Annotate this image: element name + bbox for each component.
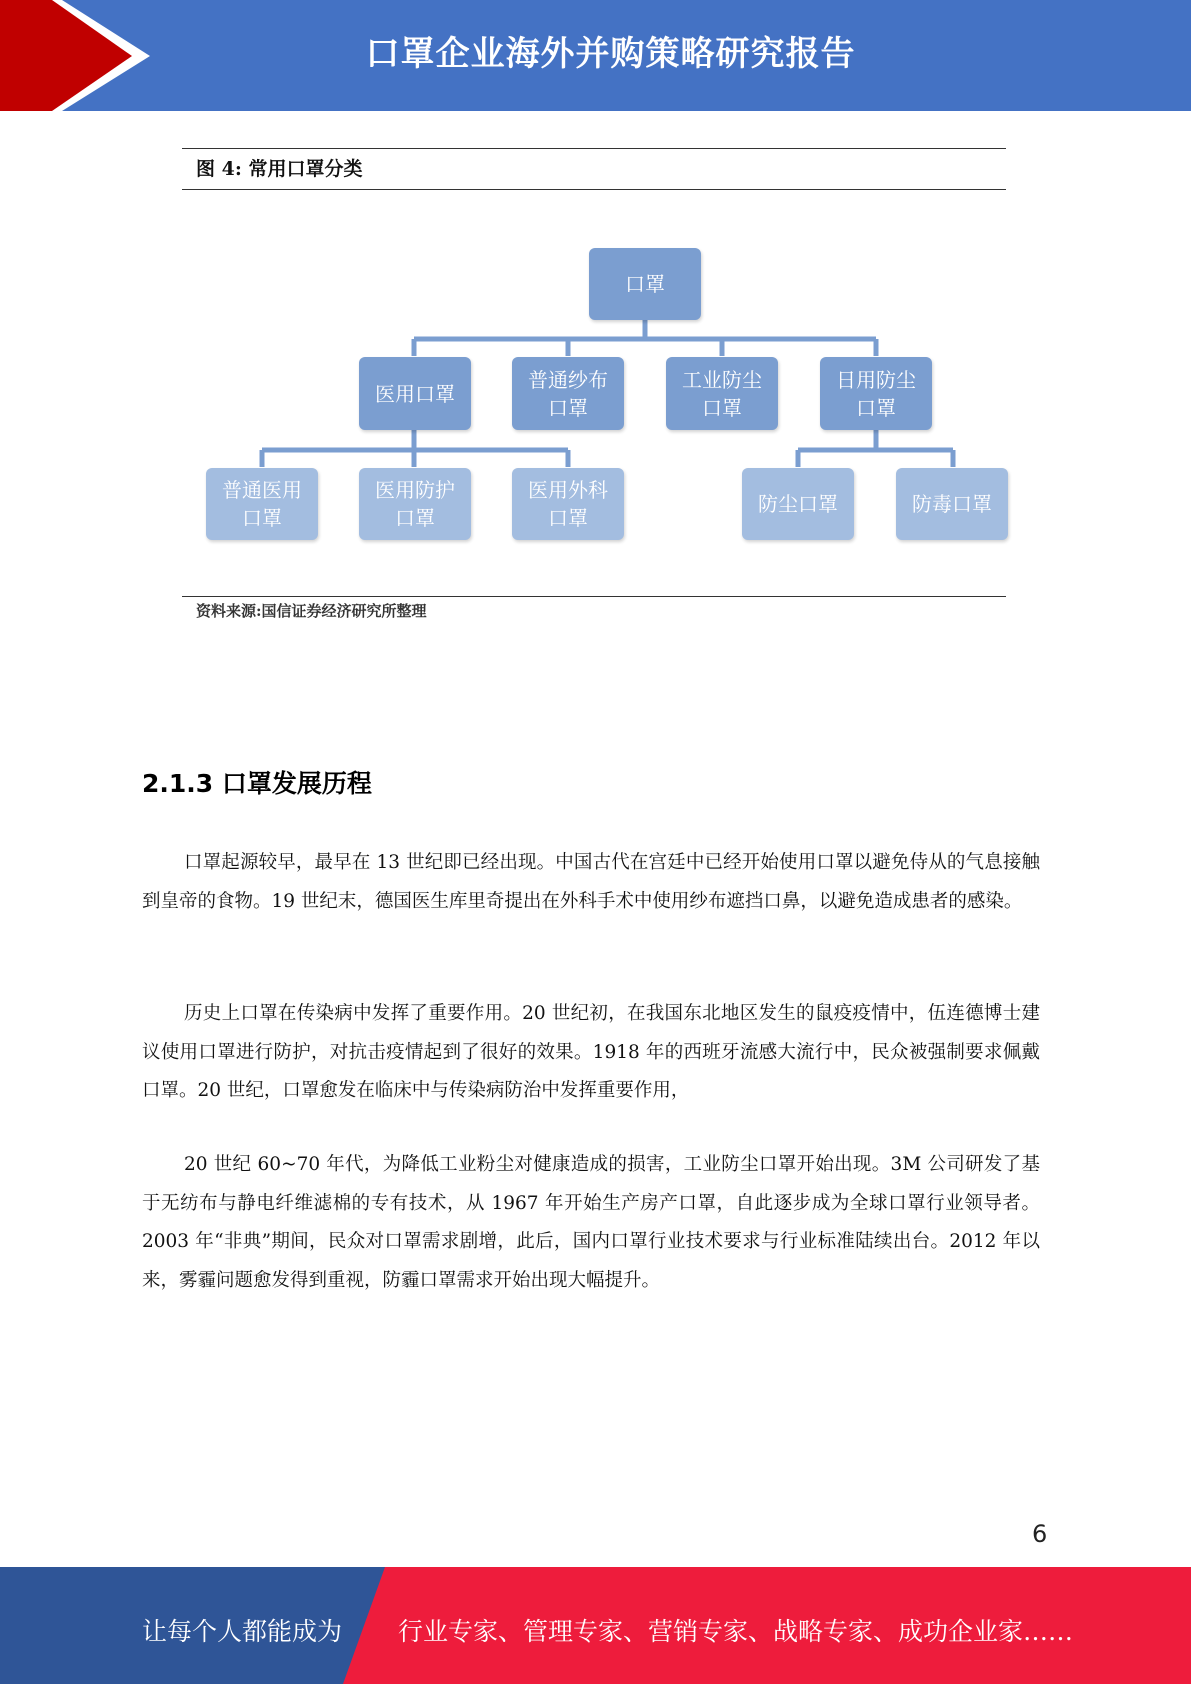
tree-node-medical-protective: 医用防护 口罩 [359,468,471,540]
figure-title: 图 4: 常用口罩分类 [196,158,363,180]
footer-slogan-right: 行业专家、管理专家、营销专家、战略专家、成功企业家…… [398,1617,1074,1646]
figure-source: 资料来源:国信证券经济研究所整理 [196,602,427,620]
tree-node-gauze-mask: 普通纱布 口罩 [512,357,624,430]
section-heading: 2.1.3 口罩发展历程 [142,769,372,798]
tree-node-root: 口罩 [589,248,701,320]
document-title: 口罩企业海外并购策略研究报告 [365,34,856,74]
paragraph-2: 历史上口罩在传染病中发挥了重要作用。20 世纪初，在我国东北地区发生的鼠疫疫情中，伍连德博士建议使用口罩进行防护，对抗击疫情起到了很好的效果。1918 年的西班牙流感大流行中，民众被强制要求佩戴口罩。20 世纪，口罩愈发在临床中与传染病防治中发挥重要作用， [142,1003,1040,1101]
paragraph-3: 20 世纪 60~70 年代，为降低工业粉尘对健康造成的损害，工业防尘口罩开始出现。3M 公司研发了基于无纺布与静电纤维滤棉的专有技术，从 1967 年开始生产房产口罩，自此逐步成为全球口罩行业领导者。2003 年“非典”期间，民众对口罩需求剧增，此后，国内口罩行业技术要求与行业标准陆续出台。2012 年以来，雾霾问题愈发得到重视，防霾口罩需求开始出现大幅提升。 [142,1154,1040,1291]
paragraph-1: 口罩起源较早，最早在 13 世纪即已经出现。中国古代在宫廷中已经开始使用口罩以避免侍从的气息接触到皇帝的食物。19 世纪末，德国医生库里奇提出在外科手术中使用纱布遮挡口鼻，以避免造成患者的感染。 [142,852,1040,912]
figure-bottom-rule [182,596,1006,597]
page-number: 6 [1032,1520,1048,1548]
tree-node-dust-mask: 防尘口罩 [742,468,854,540]
tree-node-daily-mask: 日用防尘 口罩 [820,357,932,430]
tree-node-medical-mask: 医用口罩 [359,357,471,430]
tree-node-general-medical: 普通医用 口罩 [206,468,318,540]
tree-node-surgical: 医用外科 口罩 [512,468,624,540]
tree-node-gas-mask: 防毒口罩 [896,468,1008,540]
tree-node-industrial-mask: 工业防尘 口罩 [666,357,778,430]
footer-slogan-left: 让每个人都能成为 [142,1617,343,1646]
